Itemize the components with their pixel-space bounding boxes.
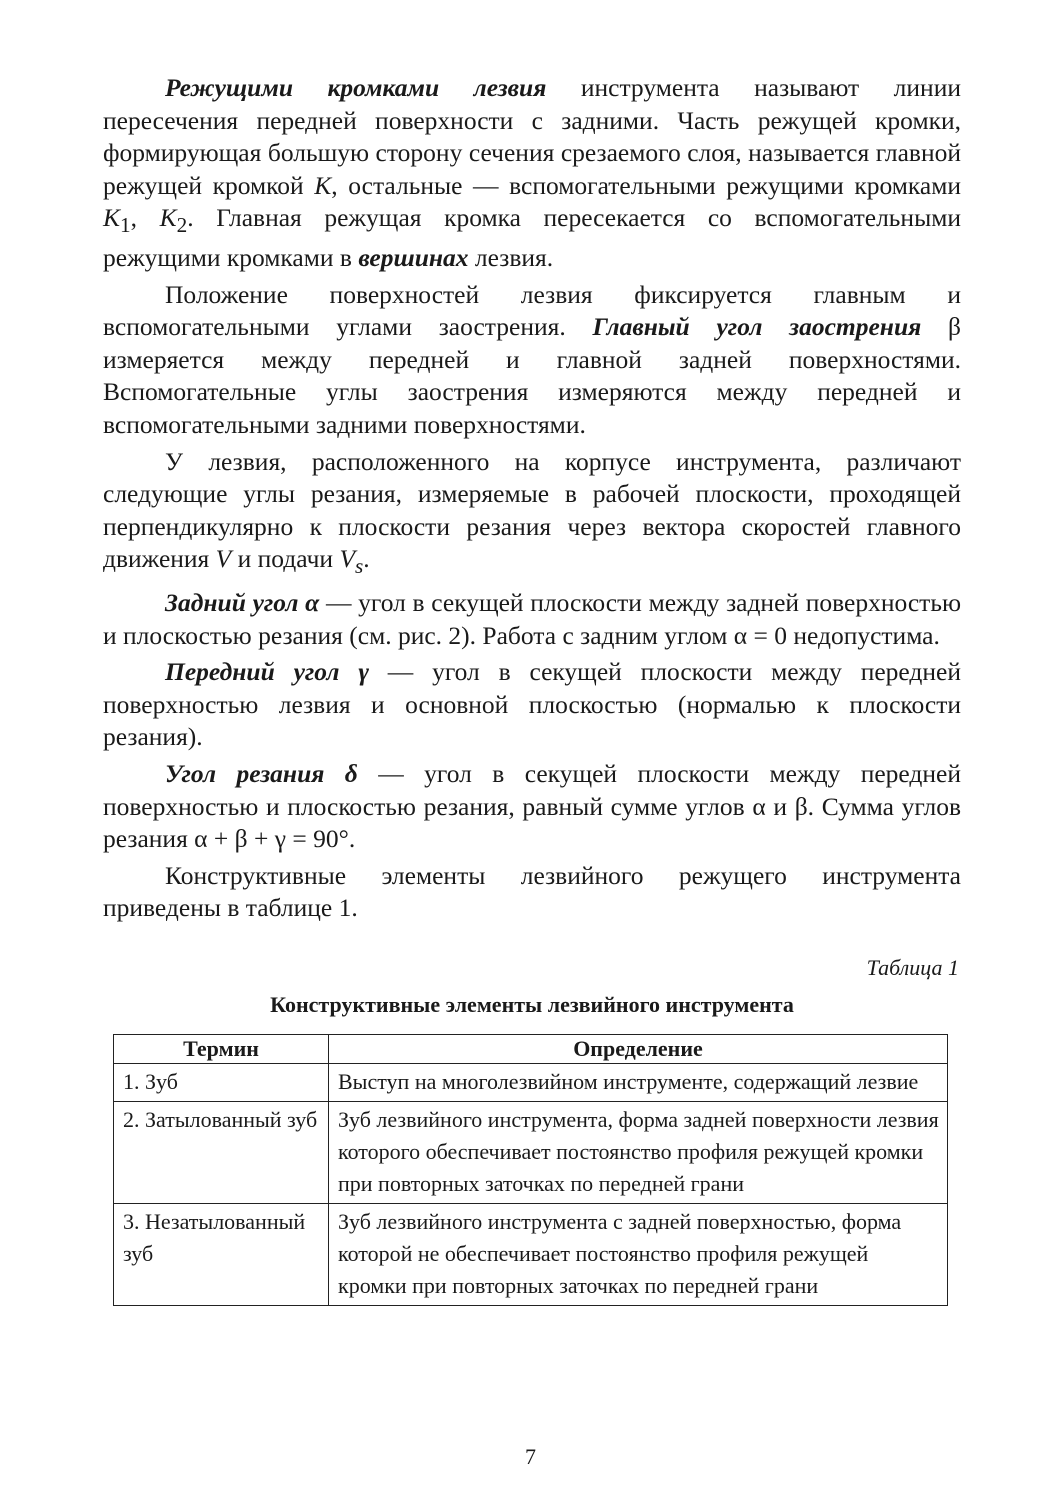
text-run: s (355, 554, 364, 579)
text-run: . Главная режущая кромка пересекается со вспомогательными режущими кромками в (103, 203, 961, 273)
text-run: — угол в секущей плоскости между передней поверхностью лезвия и основной плоскостью (нормалью к плоскости резания). (103, 657, 961, 752)
paragraph (103, 758, 961, 856)
text-run: Положение поверхностей лезвия фиксируется главным и вспомогательными углами заострения. (103, 279, 961, 342)
term-emphasis: Главный угол заострения (592, 312, 922, 342)
term-emphasis: Задний угол α (165, 588, 320, 618)
body-text (103, 72, 961, 925)
text-run: — угол в секущей плоскости между задней поверхностью и плоскостью резания (см. рис. 2). Работа с задним углом α = 0 недопустима. (103, 588, 962, 650)
table-title: Конструктивные элементы лезвийного инструмента (270, 992, 794, 1017)
text-run: — угол в секущей плоскости между передней поверхностью и плоскостью резания, равный сумме углов α и β. Сумма углов резания α + β + γ = 90°. (103, 759, 961, 854)
table-label: Таблица 1 (866, 955, 959, 980)
paragraph (103, 446, 961, 583)
table-header-row (114, 1035, 948, 1064)
text-run: и подачи (231, 544, 340, 574)
paragraph (103, 279, 961, 442)
term-emphasis: Угол резания δ (165, 759, 358, 789)
text-run: , остальные — вспомогательными режущими кромками (331, 170, 961, 200)
text-run: K (103, 203, 121, 233)
page-number: 7 (525, 1444, 536, 1469)
text-run: β измеряется между передней и главной задней поверхностями. Вспомогательные углы заострения измеряются между передней и вспомогательными задними поверхностями. (103, 312, 961, 440)
term-cell: 1. Зуб (114, 1064, 329, 1102)
text-run: лезвия. (468, 243, 554, 273)
term-emphasis: Режущими кромками лезвия (165, 73, 547, 102)
text-run: V (215, 544, 232, 574)
text-run: , (130, 203, 160, 233)
definition-cell: Выступ на многолезвийном инструменте, содержащий лезвие (329, 1064, 948, 1102)
term-emphasis: Передний угол γ (165, 657, 369, 687)
text-run: Конструктивные элементы лезвийного режущего инструмента приведены в таблице 1. (103, 860, 961, 923)
text-run: K (159, 203, 177, 233)
definitions-table (113, 1034, 948, 1306)
term-cell: 2. Затылованный зуб (114, 1102, 329, 1204)
paragraph (103, 587, 961, 652)
paragraph (103, 860, 961, 925)
text-run: . (363, 544, 370, 574)
text-run: 1 (120, 213, 131, 238)
text-run: V (339, 544, 356, 574)
paragraph (103, 72, 961, 275)
paragraph (103, 656, 961, 754)
text-run: K (314, 170, 332, 200)
text-run: 2 (176, 213, 188, 238)
table-row (114, 1102, 948, 1204)
column-header-term: Термин (114, 1035, 329, 1064)
text-run: инструмента называют линии пересечения передней поверхности с задними. Часть режущей кромки, формирующая большую сторону сечения срезаемого слоя, называется главной режущей кромкой (103, 73, 961, 200)
definition-cell: Зуб лезвийного инструмента с задней поверхностью, форма которой не обеспечивает постоянство профиля режущей кромки при повторных заточках по передней грани (329, 1204, 948, 1306)
term-cell: 3. Незатылованный зуб (114, 1204, 329, 1306)
table-row (114, 1204, 948, 1306)
text-run: У лезвия, расположенного на корпусе инструмента, различают следующие углы резания, измеряемые в рабочей плоскости, проходящей перпендикулярно к плоскости резания через вектора скоростей главного движения (103, 446, 961, 574)
column-header-definition: Определение (329, 1035, 948, 1064)
definition-cell: Зуб лезвийного инструмента, форма задней поверхности лезвия которого обеспечивает постоянство профиля режущей кромки при повторных заточках по передней грани (329, 1102, 948, 1204)
term-emphasis: вершинах (358, 243, 469, 273)
table-row (114, 1064, 948, 1102)
